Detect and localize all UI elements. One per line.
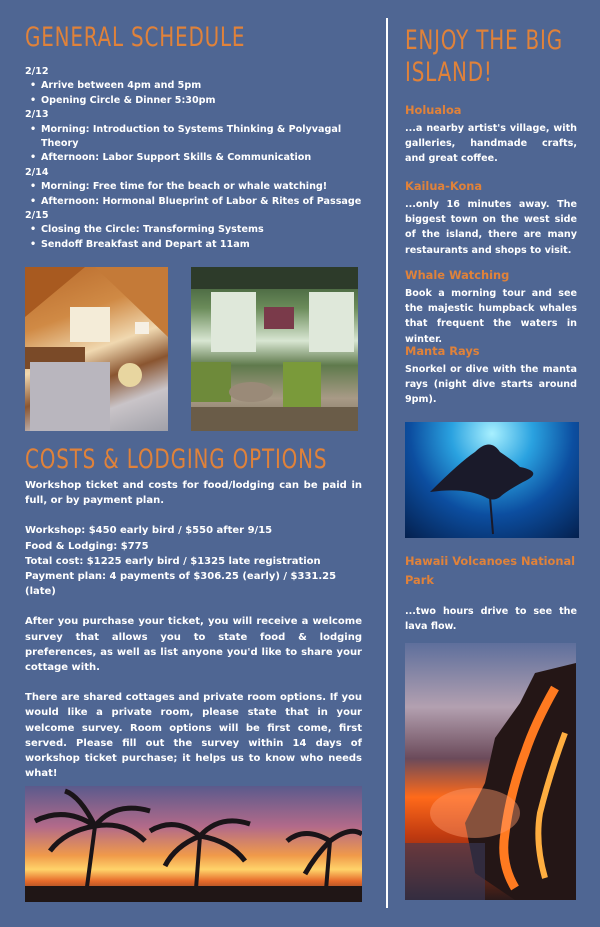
place-name: Manta Rays bbox=[405, 344, 480, 358]
place-holualoa bbox=[405, 103, 577, 167]
place-kailua-kona bbox=[405, 179, 577, 258]
schedule-item: • Afternoon: Hormonal Blueprint of Labor & Rites of Passage bbox=[40, 195, 375, 209]
costs-lodging-heading: COSTS & LODGING OPTIONS bbox=[25, 444, 328, 475]
schedule-item: • Opening Circle & Dinner 5:30pm bbox=[40, 94, 375, 108]
survey-paragraph: After you purchase your ticket, you will receive a welcome survey that allows you to state food & lodging preferences, as well as list anyone you'd like to share your cottage with. bbox=[25, 616, 362, 674]
costs-intro: Workshop ticket and costs for food/lodging can be paid in full, or by payment plan. bbox=[25, 480, 362, 507]
schedule bbox=[25, 65, 375, 252]
place-description: Book a morning tour and see the majestic humpback whales that frequent the waters in winter. bbox=[405, 288, 577, 345]
place-name: Whale Watching bbox=[405, 268, 510, 282]
schedule-list bbox=[25, 223, 375, 252]
place-description: ...only 16 minutes away. The biggest town on the west side of the island, there are many restaurants and shops to visit. bbox=[405, 199, 577, 256]
schedule-item: • Afternoon: Labor Support Skills & Communication bbox=[40, 151, 375, 165]
cost-line: Workshop: $450 early bird / $550 after 9/15 bbox=[25, 525, 273, 537]
column-divider bbox=[386, 18, 388, 908]
living-room-photo bbox=[191, 267, 358, 431]
rooms-paragraph: There are shared cottages and private room options. If you would like a private room, please state that in your welcome survey. Room options will be first come, first served. Please fill out the survey within 14 days of workshop ticket purchase; it helps us to know who needs what! bbox=[25, 692, 362, 780]
place-name: Kailua-Kona bbox=[405, 179, 483, 193]
schedule-list bbox=[25, 180, 375, 209]
place-volcanoes-park bbox=[405, 552, 577, 634]
cost-lines bbox=[25, 523, 362, 599]
schedule-list bbox=[25, 123, 375, 166]
schedule-date: 2/12 bbox=[25, 66, 49, 77]
schedule-item: • Morning: Free time for the beach or whale watching! bbox=[40, 180, 375, 194]
palm-sunset-photo bbox=[25, 786, 362, 902]
place-whale-watching bbox=[405, 268, 577, 347]
general-schedule-heading: GENERAL SCHEDULE bbox=[25, 22, 246, 53]
place-manta-rays bbox=[405, 344, 577, 408]
schedule-date: 2/14 bbox=[25, 166, 49, 178]
cost-line: Payment plan: 4 payments of $306.25 (early) / $331.25 (late) bbox=[25, 571, 337, 598]
costs-section bbox=[25, 478, 362, 796]
schedule-item: • Closing the Circle: Transforming Systems bbox=[40, 223, 375, 237]
schedule-item: • Arrive between 4pm and 5pm bbox=[40, 79, 375, 93]
place-name: Holualoa bbox=[405, 103, 462, 117]
bedroom-photo bbox=[25, 267, 168, 431]
place-name: Hawaii Volcanoes National Park bbox=[405, 554, 576, 587]
manta-ray-photo bbox=[405, 422, 579, 538]
lava-flow-photo bbox=[405, 643, 576, 900]
cost-line: Total cost: $1225 early bird / $1325 late registration bbox=[25, 555, 321, 567]
place-description: ...a nearby artist's village, with galleries, handmade crafts, and great coffee. bbox=[405, 123, 577, 165]
place-description: Snorkel or dive with the manta rays (night dive starts around 9pm). bbox=[405, 364, 577, 406]
schedule-list bbox=[25, 79, 375, 108]
schedule-date: 2/15 bbox=[25, 210, 49, 222]
schedule-item: • Morning: Introduction to Systems Thinking & Polyvagal Theory bbox=[40, 123, 375, 152]
cost-line: Food & Lodging: $775 bbox=[25, 540, 149, 552]
schedule-date: 2/13 bbox=[25, 109, 49, 121]
place-description: ...two hours drive to see the lava flow. bbox=[405, 606, 577, 633]
schedule-item: • Sendoff Breakfast and Depart at 11am bbox=[40, 238, 375, 252]
enjoy-island-heading: ENJOY THE BIG ISLAND! bbox=[405, 25, 563, 88]
